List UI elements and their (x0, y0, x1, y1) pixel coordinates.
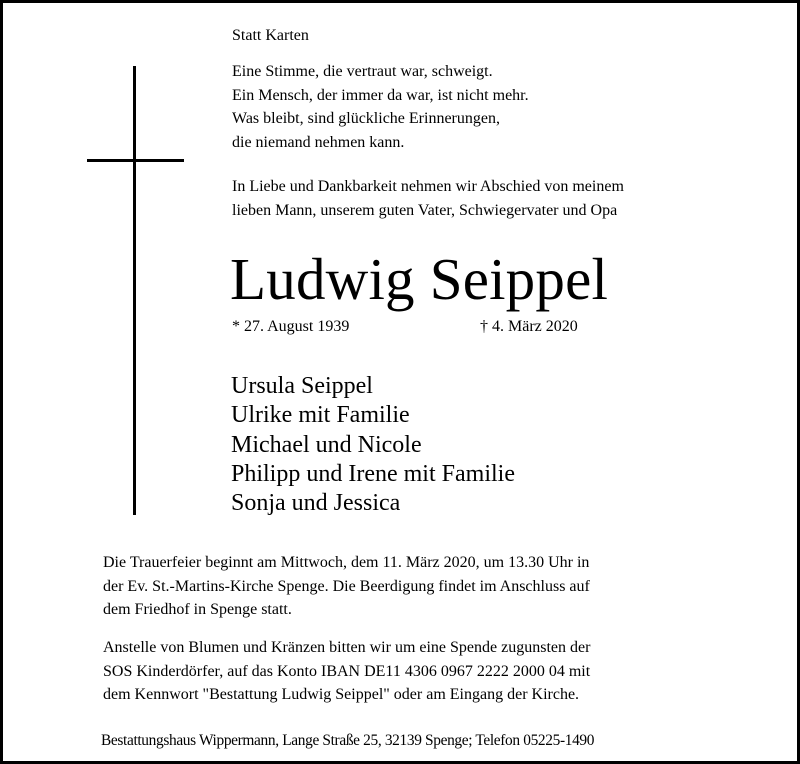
mourner: Sonja und Jessica (231, 490, 401, 517)
birth-date: * 27. August 1939 (232, 318, 350, 335)
intro-text (232, 175, 624, 222)
donation-info-line: dem Kennwort "Bestattung Ludwig Seippel" oder am Eingang der Kirche. (103, 686, 580, 703)
mourner: Ulrike mit Familie (231, 402, 410, 429)
death-date: † 4. März 2020 (480, 318, 578, 335)
donation-info-line: Anstelle von Blumen und Kränzen bitten wir um eine Spende zugunsten der (103, 639, 591, 656)
mourner: Michael und Nicole (231, 431, 422, 458)
donation-info-line: SOS Kinderdörfer, auf das Konto IBAN DE11 4306 0967 2222 2000 04 mit (103, 662, 591, 680)
mourner: Philipp und Irene mit Familie (231, 460, 515, 487)
poem-line: Eine Stimme, die vertraut war, schweigt. (232, 63, 493, 80)
header-statt-karten: Statt Karten (232, 27, 309, 44)
poem-line: die niemand nehmen kann. (232, 133, 405, 151)
cross-vertical-bar (133, 66, 136, 515)
funeral-info-line: dem Friedhof in Spenge statt. (103, 601, 292, 618)
intro-line: In Liebe und Dankbarkeit nehmen wir Abschied von meinem (232, 178, 624, 195)
cross-horizontal-bar (87, 159, 184, 162)
funeral-info-line: der Ev. St.-Martins-Kirche Spenge. Die Beerdigung findet im Anschluss auf (103, 577, 590, 595)
funeral-home-footer: Bestattungshaus Wippermann, Lange Straße 25, 32139 Spenge; Telefon 05225-1490 (101, 732, 595, 749)
funeral-info-line: Die Trauerfeier beginnt am Mittwoch, dem 11. März 2020, um 13.30 Uhr in (103, 554, 590, 571)
mourners-list (231, 372, 515, 518)
intro-line: lieben Mann, unserem guten Vater, Schwiegervater und Opa (232, 201, 618, 219)
funeral-info (103, 551, 590, 622)
poem (232, 60, 529, 154)
mourner: Ursula Seippel (231, 373, 373, 399)
poem-line: Ein Mensch, der immer da war, ist nicht mehr. (232, 86, 529, 104)
deceased-name: Ludwig Seippel (230, 246, 609, 312)
poem-line: Was bleibt, sind glückliche Erinnerungen, (232, 110, 500, 127)
donation-info (103, 636, 590, 707)
